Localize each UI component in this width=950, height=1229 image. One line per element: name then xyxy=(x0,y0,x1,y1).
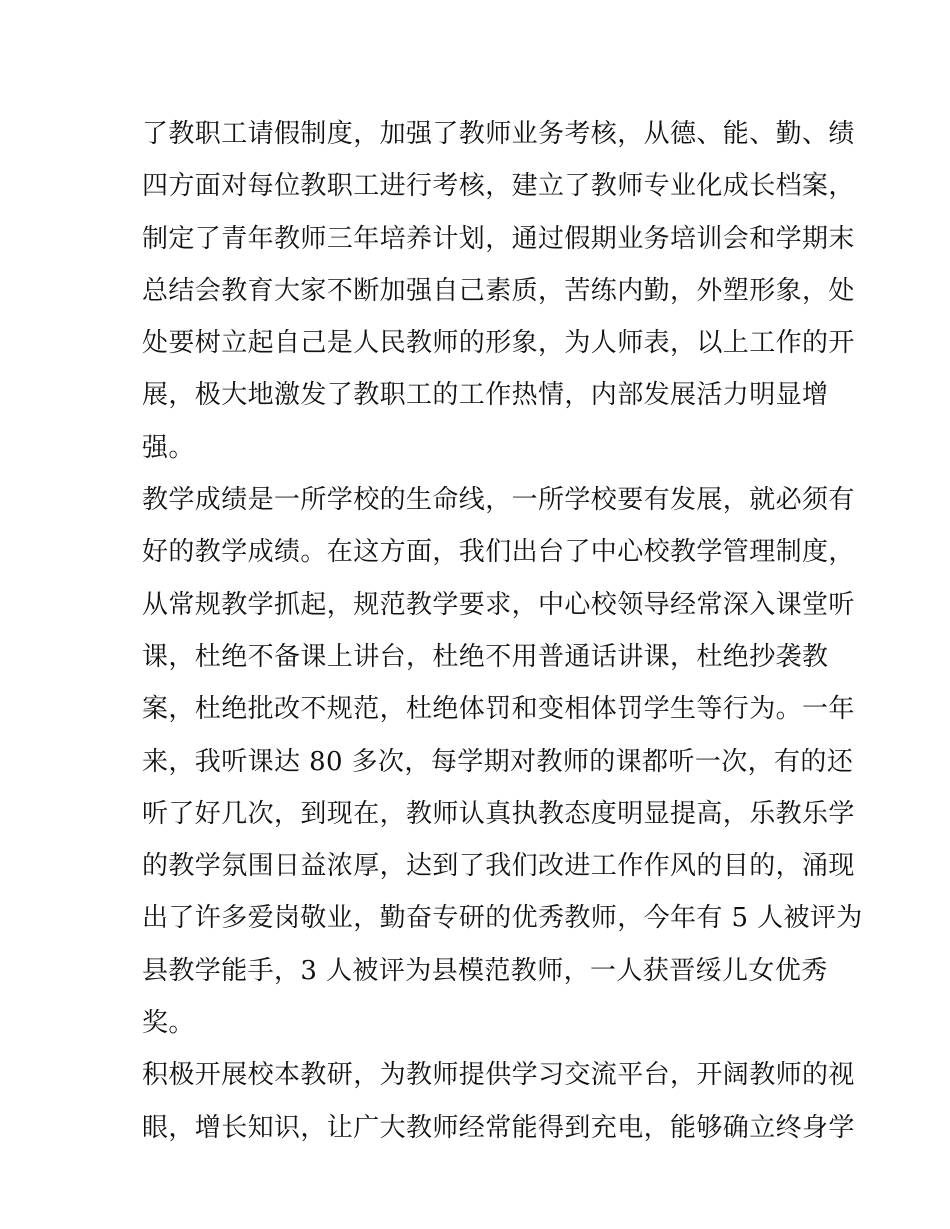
text-line: 四方面对每位教职工进行考核，建立了教师专业化成长档案， xyxy=(142,171,855,202)
text-line: 处要树立起自己是人民教师的形象，为人师表，以上工作的开 xyxy=(142,328,855,359)
text-line: 总结会教育大家不断加强自己素质，苦练内勤，外塑形象，处 xyxy=(142,275,855,306)
text-line: 的教学氛围日益浓厚，达到了我们改进工作作风的目的，涌现 xyxy=(142,851,855,882)
text-line: 来，我听课达 80 多次，每学期对教师的课都听一次，有的还 xyxy=(142,746,854,777)
text-line: 强。 xyxy=(142,432,195,463)
text-line: 了教职工请假制度，加强了教师业务考核，从德、能、勤、绩 xyxy=(142,119,855,149)
text-line: 县教学能手，3 人被评为县模范教师，一人获晋绥儿女优秀 xyxy=(142,955,828,986)
text-line: 积极开展校本教研，为教师提供学习交流平台，开阔教师的视 xyxy=(142,1060,855,1091)
document-body xyxy=(142,108,863,1154)
text-line: 出了许多爱岗敬业，勤奋专研的优秀教师，今年有 5 人被评为 xyxy=(142,903,863,934)
text-line: 教学成绩是一所学校的生命线，一所学校要有发展，就必须有 xyxy=(142,485,855,516)
text-line: 眼，增长知识，让广大教师经常能得到充电，能够确立终身学 xyxy=(142,1112,855,1143)
text-line: 课，杜绝不备课上讲台，杜绝不用普通话讲课，杜绝抄袭教 xyxy=(142,641,829,672)
text-line: 听了好几次，到现在，教师认真执教态度明显提高，乐教乐学 xyxy=(142,798,855,829)
text-line: 制定了青年教师三年培养计划，通过假期业务培训会和学期末 xyxy=(142,223,855,254)
text-line: 好的教学成绩。在这方面，我们出台了中心校教学管理制度， xyxy=(142,537,855,568)
text-line: 奖。 xyxy=(142,1008,195,1039)
text-line: 案，杜绝批改不规范，杜绝体罚和变相体罚学生等行为。一年 xyxy=(142,694,855,725)
text-line: 展，极大地激发了教职工的工作热情，内部发展活力明显增 xyxy=(142,380,829,411)
text-line: 从常规教学抓起，规范教学要求，中心校领导经常深入课堂听 xyxy=(142,589,855,620)
